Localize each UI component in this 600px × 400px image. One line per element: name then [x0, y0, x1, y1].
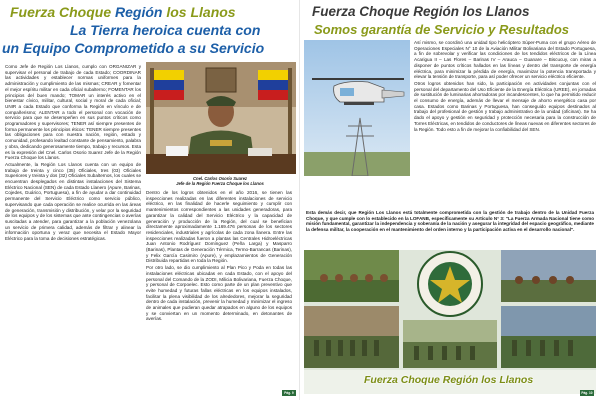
- bottom-banner-title: Fuerza Choque Región los Llanos: [364, 374, 534, 386]
- headline-line-1: La Tierra heroica cuenta con: [70, 22, 261, 38]
- right-column-text: [146, 190, 292, 390]
- paragraph: Como Jefe de Región Los Llanos, cumplo con ORGANIZAR y supervisar el personal de trabajo de cada Estado; COORDINAR las actividades y establecer normas uniformes para la administración y cumplimiento de las mismas; CREAR y fomentar el mejor espíritu militar en cada oficial subalterno; FOMENTAR los principios del buen mando; TOMAR un interés activo en el bienestar cívico, militar, cultural, social y moral de cada oficial; UNIR a cada Estado que conforma la Región en vínculo e de compañerismo; ALENTAR a todo el personal con vocación de servicio para que se desempeñen en sus puntos críticos como programadores y supervisores; TENER así siempre presentes de forma permanente los principios éticos: TENER siempre presentes las obligaciones para con nuestra nación, región, estado y comunidad, profesando lealtad constante de pensamiento, palabra y obra, dedicando generosamente tiempo, trabajo y recursos. Esta es la expresión del Cnel. Carlos Osorio Suarez Jefe de la Región Fuerza Choque los Llanos.: [5, 64, 141, 161]
- right-page-title: Fuerza Choque Región los Llanos: [312, 4, 530, 19]
- group-photo-collage: [304, 250, 596, 394]
- paragraph: Esta demás decir, que Región Los Llanos está totalmente comprometida con la gestión de trabajo dentro de la Unidad Fuerza Choque, y que cumple con lo establecido en la LOFANB, específicamente su Artículo N° 3: "La Fuerza Armada Nacional tiene como misión fundamental, garantizar la independencia y soberanía de la nación y asegurar la integridad del espacio geográfico, mediante la defensa militar, la cooperación en el mantenimiento del orden interno y la participación activa en el desarrollo nacional".: [306, 210, 594, 233]
- paragraph: Dentro de los logros obtenidos en el año 2016, se tienen las inspecciones realizadas en las diferentes instalaciones de servicio eléctrico, en las finalidad de hacerle seguimiento y cumplir con mantenimientos correspondientes a las unidades generadoras, para garantizar la calidad del Servicio Eléctrico y la capacidad de generación y producción de la Región, del cual se benefician directamente aproximadamente 1.169.476 personas de los sectores residenciales, industriales y agrícolas de cada zona llanera. Entre las inspecciones realizadas fueron a plantas las Centrales Hidroeléctricas Juan Antonio Rodríguez Domínguez (Peña Larga) y Masparro (Barinas), Plantas de Generación Térmica, Termo-Barrancas (Barinas), y Felix García Casimiro (Apure), y emplazamientos de Generación Distribuida repartidas en toda la Región.: [146, 190, 292, 264]
- paragraph: Por otro lado, se dio cumplimiento al Plan Pico y Poda en todas las instalaciones eléctricas ubicadas en cada Estado, con el apoyo del personal del Comando de la ZODI, Milicia Bolivariana, Fuerza Choque, y personal de Corpoelec. Esto como parte de un plan preventivo que evite humedad y futuras fallas eléctricas en los equipos instalados, facilitar la plena visibilidad de los alrededores, mejorar la seguridad dentro de cada instalación, prevenir la humedad y minimizar el ingreso de animales que pudieran quedar atrapados en alguno de los equipos y se conviertan en un momento determinado, en detonantes de averías.: [146, 265, 292, 322]
- right-page-headline: Somos garantía de Servicio y Resultados: [314, 22, 570, 37]
- right-page: [300, 0, 600, 400]
- helicopter-photo: [304, 40, 410, 176]
- caption-title: Jefe de la Región Fuerza Choque los Llanos: [176, 181, 264, 186]
- left-page-title: [10, 4, 236, 20]
- photo-caption: [150, 176, 290, 186]
- portrait-image: [146, 62, 296, 174]
- caption-name: Cnel. Carlos Osorio Suarez: [193, 176, 247, 181]
- paragraph: Así mismo, se coordinó una unidad tipo helicóptero Súper-Puma con el grupo Aéreo de Operaciones Especiales N° 10 de la Aviación Militar Bolivariana del Estado Portuguesa, a fin de sobrevolar y verificar las condiciones de los tendidos eléctricos de la Línea Acarigua II – Las Flores – Barinas IV – Arauca – Guanare – Biscucuy, con miras a disponer de puntos críticos hallados en las líneas y dentro del transporte de energía eléctrica, para minimizar la pérdida de energía, maximizar la potencia transportada y elevar la tensión de transporte, para así poder ofrecer un servicio eléctrico eficiente.: [414, 40, 596, 80]
- helicopter-image: [304, 40, 410, 176]
- page-number: Pág. 9: [282, 390, 296, 396]
- page-number: Pág. 10: [581, 391, 593, 395]
- headline-line-2: un Equipo Comprometido a su Servicio: [2, 40, 265, 56]
- title-region: Región: [115, 4, 163, 20]
- title-suffix: los Llanos: [166, 4, 236, 20]
- paragraph: Otros logros obtenidos han sido, la participación en actividades conjuntas con el personal del departamento del Uso Eficiente de la Energía Eléctrica (UREE), en jornadas de sustitución de luminarias ahorradoras por incandescentes, lo que ha permitido reducir el consumo de energía, además de llevar el mensaje de ahorro energético casa por casa. Estados como Barinas y Portuguesa, han conseguido equipos destinados al trabajo del profesional de gestión y trabajo administrativo de la unidad (oficinas). Se ha dado el apoyo y gestión en seguridad y protección necesaria para la construcción de Torres Eléctricas, en tendidos de conductores de líneas nuevas en diferentes sectores de la Región. Todo esto a fin de mejorar la confiabilidad del SEN.: [414, 80, 596, 132]
- right-page-column-text: [414, 40, 596, 210]
- closing-paragraph: [306, 210, 594, 246]
- officer-portrait-photo: [146, 62, 296, 174]
- left-column-text: [5, 64, 141, 394]
- title-prefix: Fuerza Choque: [10, 4, 112, 20]
- collage-image: [304, 250, 596, 394]
- paragraph: Actualmente, la Región Los Llanos cuenta con un equipo de trabajo de treinta y cinco (35) Oficiales, tres (03) Oficiales Superiores y treinta y dos (32) Oficiales Subalternos, los cuales se encuentran desplegados en distintas instalaciones del Sistema Eléctrico Nacional (SEN) de cada Estado Llanero (Apure, Barinas, Cojedes, Guárico, Portuguesa), a fin de ayudar a dar continuidad permanente del Servicio Eléctrico como servicio público, supervisando que cada operación se realice ocurrida en las áreas de generación, transmisión y distribución, y velar por la seguridad de los equipos y de los sistemas que ante contingencias o averías suscitadas a atender, para garantizar a la población venezolana un servicio de primera calidad, además de filtrar y alinear la información oportuna y veraz que necesita el Estado Mayor Eléctrico para la toma de decisiones estratégicas.: [5, 161, 141, 242]
